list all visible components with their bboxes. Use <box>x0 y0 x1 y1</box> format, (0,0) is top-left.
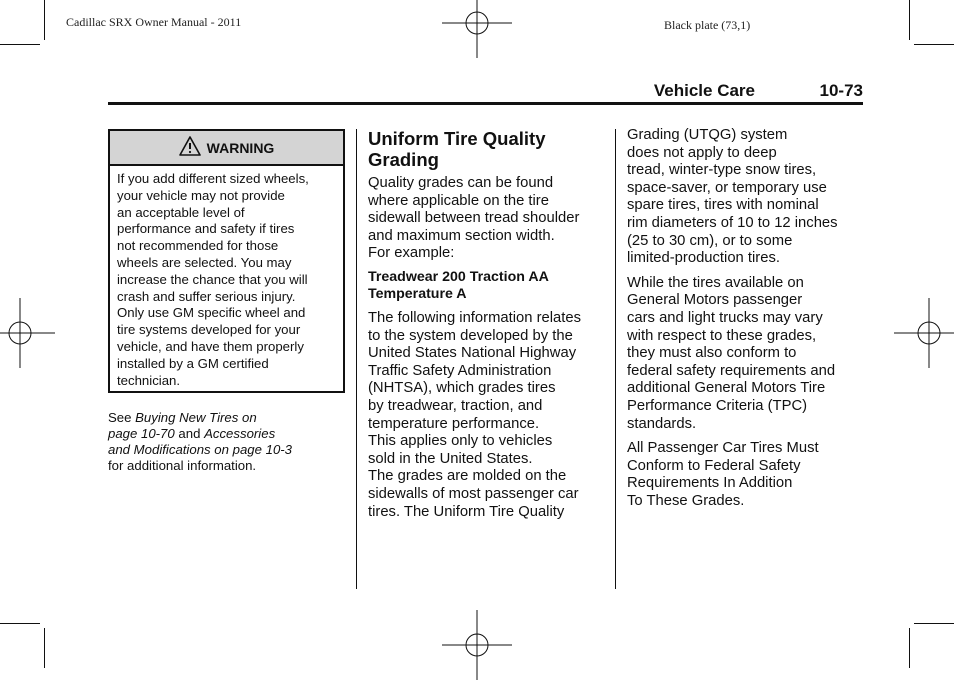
print-meta-title: Cadillac SRX Owner Manual - 2011 <box>66 15 242 29</box>
warning-line: installed by a GM certified <box>117 355 269 371</box>
warning-line: Only use GM specific wheel and <box>117 305 306 321</box>
warning-line: crash and suffer serious injury. <box>117 288 296 304</box>
paragraph-line: This applies only to vehicles <box>368 433 553 450</box>
warning-line: performance and safety if tires <box>117 221 295 237</box>
exclamation-triangle-icon <box>179 136 201 159</box>
paragraph-line: standards. <box>627 415 697 432</box>
warning-line: technician. <box>117 372 181 388</box>
paragraph-line: sold in the United States. <box>368 450 533 467</box>
crop-mark-top-left-h <box>0 44 40 45</box>
column-middle <box>368 128 581 521</box>
column-right <box>627 127 838 510</box>
paragraph-line: United States National Highway <box>368 345 577 362</box>
paragraph-line: tread, winter-type snow tires, <box>627 162 817 179</box>
link-modifications-page-10-3[interactable]: and Modifications on page 10-3 <box>108 442 293 457</box>
warning-line: an acceptable level of <box>117 204 245 220</box>
registration-mark-bottom-icon <box>442 610 512 680</box>
paragraph-line: While the tires available on <box>627 274 804 291</box>
warning-line: wheels are selected. You may <box>117 254 292 270</box>
registration-mark-top-icon <box>442 0 512 58</box>
paragraph-line: limited-production tires. <box>627 250 780 267</box>
link-page-10-70[interactable]: page 10-70 <box>108 426 175 441</box>
paragraph-line: tires. The Uniform Tire Quality <box>368 503 565 520</box>
paragraph-line: Quality grades can be found <box>368 175 554 191</box>
paragraph-line: and maximum section width. <box>368 227 555 244</box>
paragraph-line: The following information relates <box>368 309 582 326</box>
warning-line: your vehicle may not provide <box>117 187 285 203</box>
see-also-note <box>108 410 292 474</box>
warning-header <box>110 131 343 166</box>
warning-line: not recommended for those <box>117 238 279 254</box>
warning-line: If you add different sized wheels, <box>117 171 309 186</box>
paragraph-line: Requirements In Addition <box>627 475 793 492</box>
paragraph-line: federal safety requirements and <box>627 362 836 379</box>
running-header <box>108 80 863 105</box>
paragraph-line: they must also conform to <box>627 345 797 362</box>
paragraph-line: temperature performance. <box>368 415 540 432</box>
paragraph-line: For example: <box>368 245 455 262</box>
print-meta-plate: Black plate (73,1) <box>664 18 751 32</box>
warning-line: increase the chance that you will <box>117 271 308 287</box>
crop-mark-top-right-h <box>914 44 954 45</box>
crop-mark-bottom-left-v <box>44 628 45 668</box>
warning-line: tire systems developed for your <box>117 322 301 338</box>
paragraph-line: Grading (UTQG) system <box>627 127 788 143</box>
paragraph-line: (25 to 30 cm), or to some <box>627 232 793 249</box>
paragraph-line: spare tires, tires with nominal <box>627 197 819 214</box>
warning-line: vehicle, and have them properly <box>117 338 304 354</box>
page-number: 10-73 <box>819 81 863 100</box>
warning-title: WARNING <box>206 139 275 156</box>
section-heading: Uniform Tire Quality <box>368 128 546 149</box>
paragraph-line: Traffic Safety Administration <box>368 362 552 379</box>
and-text: and <box>174 426 205 441</box>
paragraph-line: does not apply to deep <box>627 144 777 161</box>
link-buying-new-tires[interactable]: Buying New Tires on <box>135 410 257 425</box>
paragraph-line: where applicable on the tire <box>368 192 549 209</box>
paragraph-line: The grades are molded on the <box>368 468 567 485</box>
paragraph-line: Performance Criteria (TPC) <box>627 397 808 414</box>
example-label: Temperature A <box>368 285 467 302</box>
see-note-tail: for additional information. <box>108 458 257 473</box>
paragraph-line: sidewall between tread shoulder <box>368 210 580 227</box>
paragraph-line: by treadwear, traction, and <box>368 397 543 414</box>
paragraph-line: cars and light trucks may vary <box>627 309 823 326</box>
warning-box <box>108 129 345 393</box>
paragraph-line: Conform to Federal Safety <box>627 457 801 474</box>
paragraph-line: All Passenger Car Tires Must <box>627 440 819 457</box>
paragraph-line: (NHTSA), which grades tires <box>368 380 556 397</box>
warning-text <box>110 166 343 389</box>
link-accessories[interactable]: Accessories <box>204 426 276 441</box>
section-title: Vehicle Care <box>653 81 755 100</box>
column-divider-left <box>356 129 357 589</box>
paragraph-line: sidewalls of most passenger car <box>368 485 579 502</box>
crop-mark-top-right-v <box>909 0 910 40</box>
example-label: Treadwear 200 Traction AA <box>368 268 549 285</box>
section-heading: Grading <box>368 149 439 170</box>
crop-mark-bottom-right-h <box>914 623 954 624</box>
crop-mark-bottom-right-v <box>909 628 910 668</box>
paragraph-line: to the system developed by the <box>368 327 573 344</box>
paragraph-line: additional General Motors Tire <box>627 380 826 397</box>
paragraph-line: space-saver, or temporary use <box>627 179 827 196</box>
see-text: See <box>108 410 136 425</box>
paragraph-line: rim diameters of 10 to 12 inches <box>627 214 838 231</box>
paragraph-line: General Motors passenger <box>627 292 803 309</box>
registration-mark-right-icon <box>894 298 954 368</box>
crop-mark-bottom-left-h <box>0 623 40 624</box>
paragraph-line: To These Grades. <box>627 492 745 509</box>
crop-mark-top-left-v <box>44 0 45 40</box>
paragraph-line: with respect to these grades, <box>627 327 817 344</box>
column-divider-right <box>615 129 616 589</box>
registration-mark-left-icon <box>0 298 55 368</box>
